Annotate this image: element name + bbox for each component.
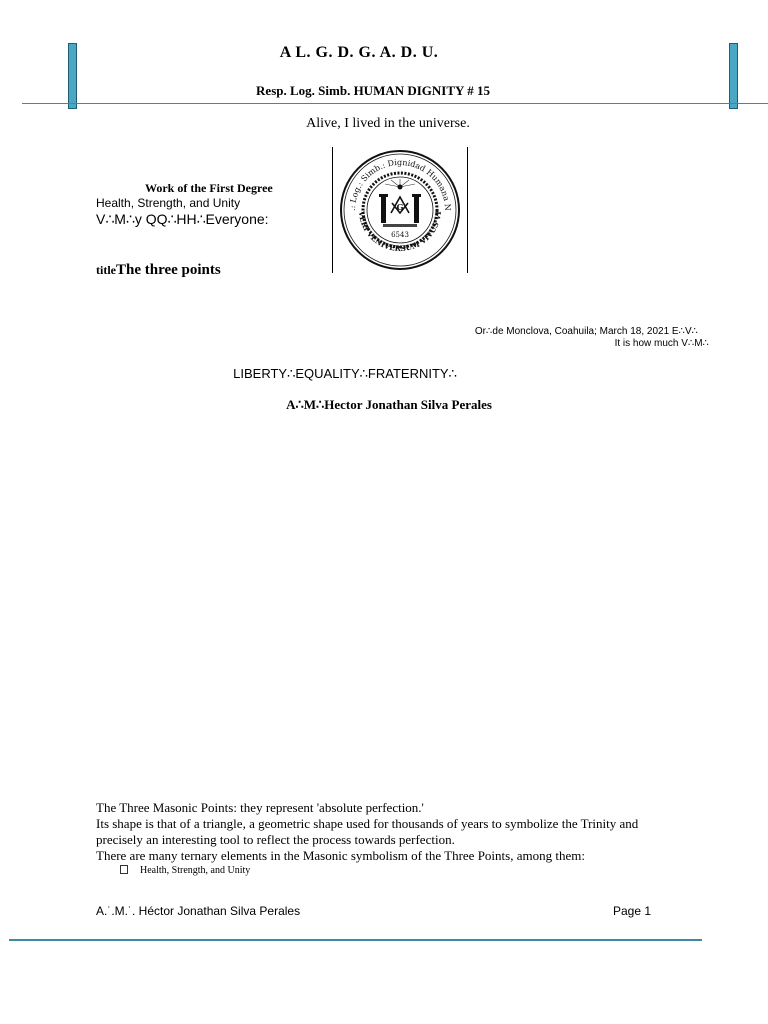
body-paragraph-3: precisely an interesting tool to reflect the process towards perfection.: [96, 832, 455, 847]
work-title: [96, 261, 221, 279]
author-signature: A∴M∴Hector Jonathan Silva Perales: [286, 397, 492, 412]
title-text: The three points: [116, 262, 221, 278]
lodge-name: Resp. Log. Simb. HUMAN DIGNITY # 15: [256, 83, 490, 98]
seal-bottom-text: VERI VENIVERSUM VIVUS VI: [356, 210, 444, 254]
body-paragraph-4: There are many ternary elements in the Masonic symbolism of the Three Points, among them:: [96, 848, 585, 863]
body-paragraph-2: Its shape is that of a triangle, a geometric shape used for thousands of years to symbolize the Trinity and: [96, 816, 639, 831]
triad-text: Health, Strength, and Unity: [96, 196, 241, 210]
dateline-1: Or∴de Monclova, Coahuila; March 18, 2021 E∴V∴: [474, 326, 698, 337]
footer-rule: [9, 939, 702, 941]
left-header-bar: [68, 43, 77, 109]
body-paragraph-1: The Three Masonic Points: they represent 'absolute perfection.': [96, 800, 424, 815]
greeting: V∴M∴y QQ∴HH∴Everyone:: [96, 211, 269, 227]
title-prefix: title: [96, 263, 116, 277]
dateline-2: It is how much V∴M∴: [614, 338, 709, 349]
right-header-bar: [729, 43, 738, 109]
svg-text:G: G: [396, 202, 404, 212]
seal-emblem-icon: [333, 147, 467, 273]
work-degree: Work of the First Degree: [145, 181, 273, 195]
bullet-text: Health, Strength, and Unity: [140, 865, 251, 876]
seal-top-text: .: Log.: Simb.: Dignidad Humana N: [347, 157, 453, 212]
bullet-icon: [120, 865, 128, 874]
liberty-motto: LIBERTY∴EQUALITY∴FRATERNITY∴: [233, 366, 457, 381]
header-rule: [22, 103, 768, 104]
footer-author: A.˙.M.˙. Héctor Jonathan Silva Perales: [96, 904, 301, 918]
page-title: A L. G. D. G. A. D. U.: [279, 44, 439, 61]
seal-number: 6543: [391, 231, 409, 239]
footer-page-number: Page 1: [613, 904, 652, 918]
bullet-list-item: [120, 865, 250, 876]
lodge-seal: [332, 147, 468, 273]
motto: Alive, I lived in the universe.: [306, 116, 470, 131]
